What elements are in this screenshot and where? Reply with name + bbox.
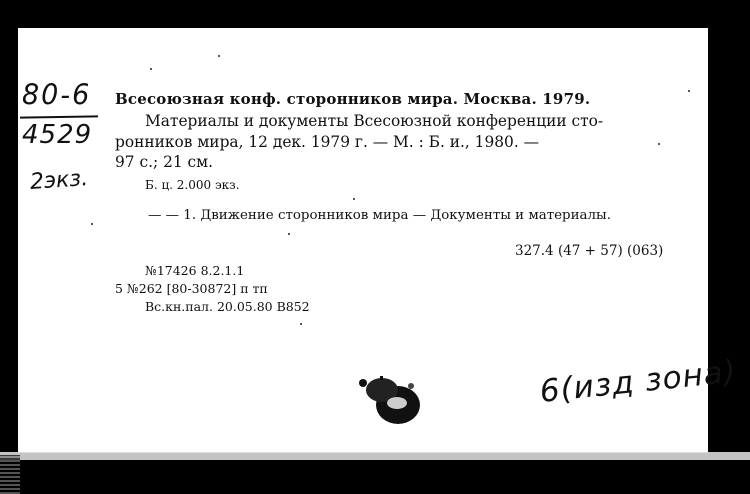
description-line-2: ронников мира, 12 дек. 1979 г. — М. : Б. и., 1980. — [115,133,540,151]
call-number-divider [20,115,98,118]
description-line-1: Материалы и документы Всесоюзной конференции сто- [145,112,604,130]
dust-speck [658,143,660,145]
handwritten-note: 6(изд зона) [538,353,739,410]
dust-speck [218,55,220,57]
call-number-top: 80-6 [22,79,92,112]
dust-speck [91,223,93,225]
card-title: Всесоюзная конф. сторонников мира. Москва. 1979. [115,90,591,108]
card-edge-strip [0,452,750,460]
registration-line-3: Вс.кн.пал. 20.05.80 В852 [145,299,310,314]
description-line-3: 97 с.; 21 см. [115,153,214,171]
scan-noise [0,455,20,494]
registration-line-2: 5 №262 [80-30872] п тп [115,281,268,296]
dust-speck [288,233,290,235]
dust-speck [300,323,302,325]
call-number-bottom: 4529 [22,120,93,150]
subject-heading: — — 1. Движение сторонников мира — Документы и материалы. [148,208,611,223]
dust-speck [150,68,152,70]
registration-line-1: №17426 8.2.1.1 [145,263,245,278]
dust-speck [688,90,690,92]
udc-code: 327.4 (47 + 57) (063) [515,243,664,259]
ink-blot-icon [355,374,428,426]
dust-speck [353,198,355,200]
catalog-card [18,28,739,453]
copies-annotation: 2экз. [29,166,89,195]
price-and-print-run: Б. ц. 2.000 экз. [145,178,240,192]
